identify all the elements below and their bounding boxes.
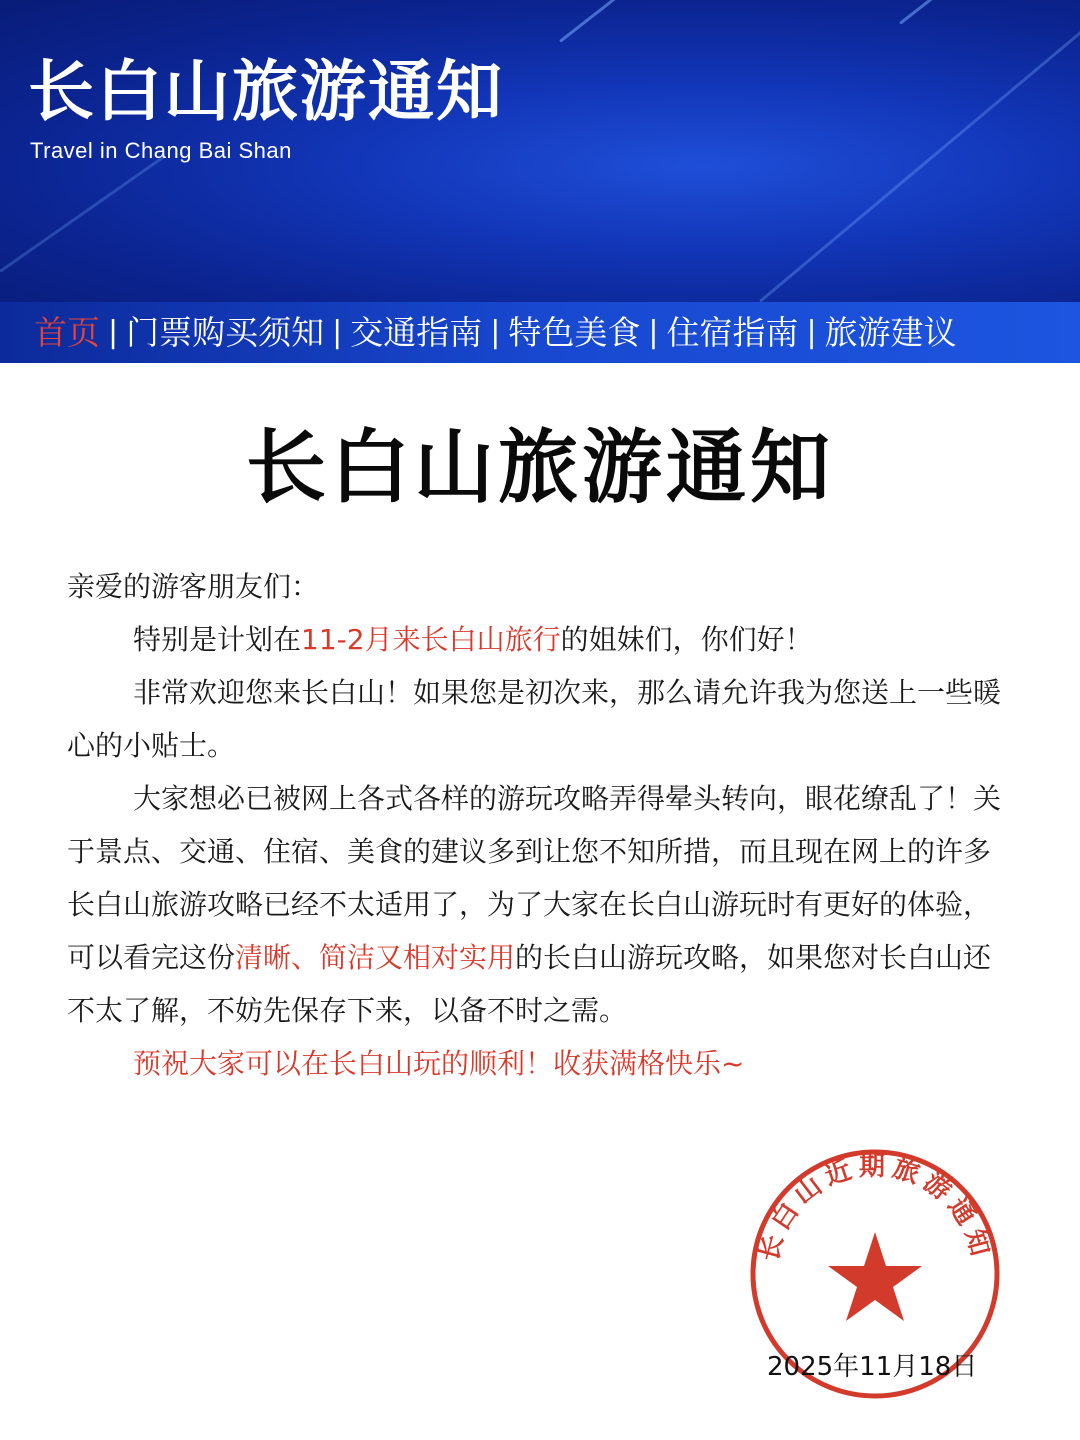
paragraph-2: 非常欢迎您来长白山！如果您是初次来，那么请允许我为您送上一些暖心的小贴士。 (67, 676, 1002, 762)
decorative-streak (0, 156, 165, 273)
notice-date: 2025年11月18日 (767, 1352, 978, 1382)
notice-body (67, 560, 1013, 1090)
nav-separator: | (648, 315, 659, 350)
paragraph-1-text: 特别是计划在 (133, 623, 302, 656)
nav-separator: | (108, 315, 119, 350)
paragraph-1-highlight: 11-2月来长白山旅行 (301, 623, 561, 656)
decorative-streak (899, 0, 995, 25)
header-banner (0, 0, 1080, 302)
nav-separator: | (806, 315, 817, 350)
nav-bar (0, 302, 1080, 363)
nav-separator: | (332, 315, 343, 350)
paragraph-3-text-end: 的长白山游玩攻略，如果您对长白山还不太了解，不妨先保存下来，以备不时之需。 (67, 941, 992, 1027)
decorative-streak (759, 30, 1080, 302)
nav-item-tips[interactable]: 旅游建议 (824, 313, 957, 352)
decorative-streak (559, 0, 766, 43)
nav-item-tickets[interactable]: 门票购买须知 (126, 313, 325, 352)
page-title: 长白山旅游通知 (246, 421, 834, 514)
nav-item-lodging[interactable]: 住宿指南 (666, 313, 799, 352)
greeting: 亲爱的游客朋友们： (67, 570, 320, 603)
nav-item-home[interactable]: 首页 (34, 313, 100, 352)
paragraph-3 (67, 772, 1013, 1037)
paragraph-3-highlight: 清晰、简洁又相对实用 (235, 941, 516, 974)
nav-item-transport[interactable]: 交通指南 (350, 313, 483, 352)
banner-subtitle: Travel in Chang Bai Shan (30, 138, 292, 163)
paragraph-1-text-end: 的姐妹们，你们好！ (560, 623, 813, 656)
nav-item-food[interactable]: 特色美食 (508, 313, 641, 352)
paragraph-1 (67, 613, 1013, 666)
nav-separator: | (490, 315, 501, 350)
closing-line: 预祝大家可以在长白山玩的顺利！收获满格快乐~ (133, 1047, 745, 1080)
star-icon (828, 1232, 922, 1321)
banner-title: 长白山旅游通知 (28, 53, 504, 130)
seal-text: 长白山近期旅游通知 (753, 1151, 997, 1265)
paragraph-3-text: 大家想必已被网上各式各样的游玩攻略弄得晕头转向，眼花缭乱了！关于景点、交通、住宿、美食的建议多到让您不知所措，而且现在网上的许多长白山旅游攻略已经不太适用了，为了大家在长白山游玩时有更好的体验，可以看完这份 (67, 782, 1002, 974)
